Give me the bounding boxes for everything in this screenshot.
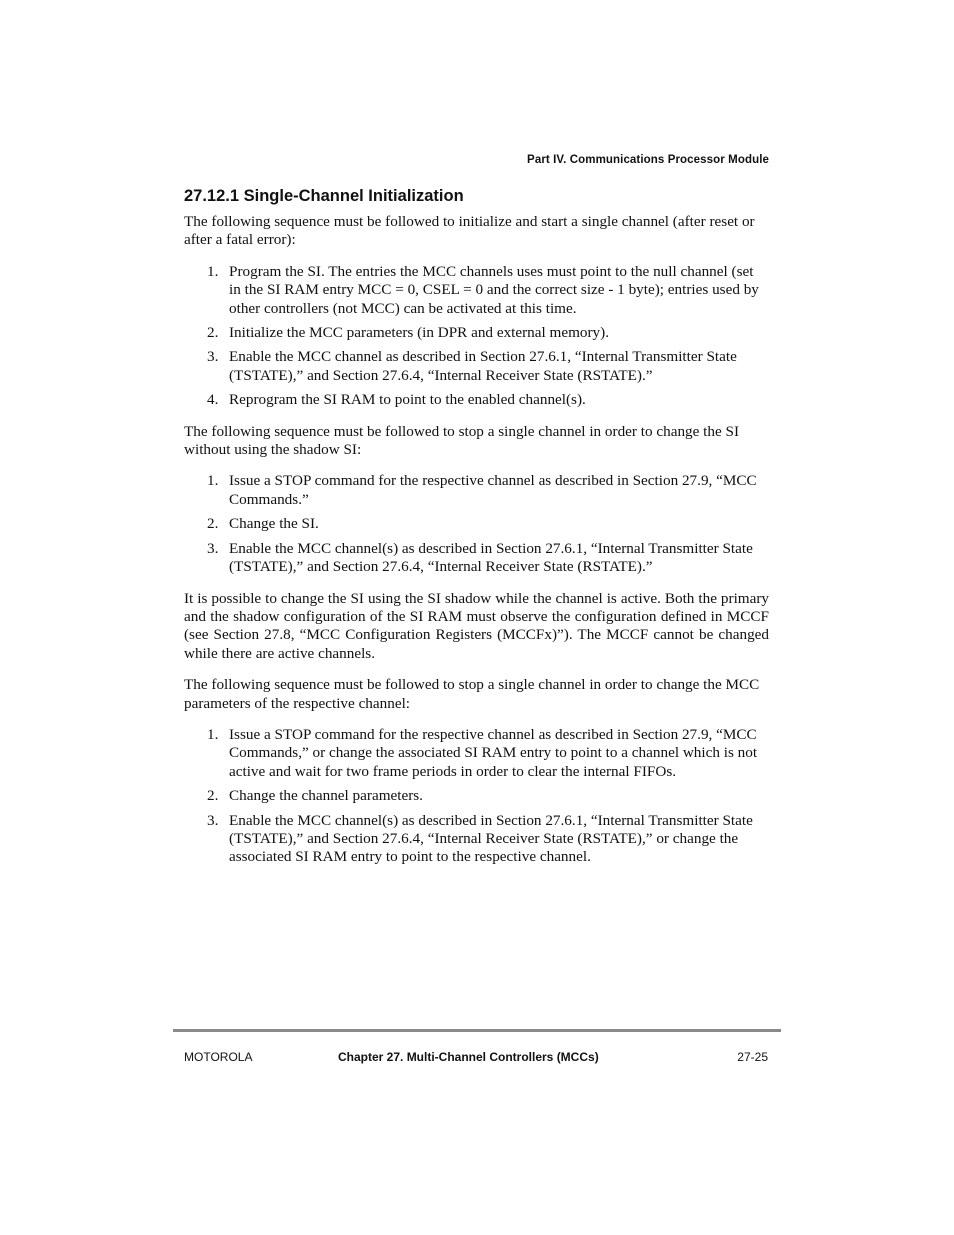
list-item-text: Change the SI. [229,515,319,533]
page-body [184,186,769,880]
list-item-text: Change the channel parameters. [229,787,423,805]
list-item [184,324,769,342]
shadow-si-paragraph: It is possible to change the SI using the SI shadow while the channel is active. Both the primary and the shadow configuration of the SI RAM must observe the configuration defined in MCCF (see Section 27.8, “MCC Configuration Registers (MCCFx)”). The MCCF cannot be changed while there are active channels. [184,589,769,662]
footer-publisher: MOTOROLA [184,1050,253,1064]
list-item-text: Enable the MCC channel(s) as described in Section 27.6.1, “Internal Transmitter State (TSTATE),” and Section 27.6.4, “Internal Receiver State (RSTATE),” or change the associated SI RAM entry to point to the respective channel. [229,811,753,866]
list-number: 3. [207,539,219,557]
intro-paragraph-stop-si: The following sequence must be followed to stop a single channel in order to change the SI without using the shadow SI: [184,422,740,459]
list-item-text: Issue a STOP command for the respective channel as described in Section 27.9, “MCC Commands.” [229,472,757,508]
list-number: 2. [207,324,219,342]
list-item [184,515,769,533]
list-item [184,726,769,781]
list-item [184,348,769,385]
init-steps-list [184,263,769,410]
stop-params-steps-list [184,726,769,867]
stop-si-steps-list [184,472,769,576]
footer-chapter-title: Chapter 27. Multi-Channel Controllers (MCCs) [338,1050,599,1064]
footer-page-number: 27-25 [737,1050,768,1064]
list-number: 3. [207,348,219,366]
list-item [184,812,769,867]
list-item-text: Reprogram the SI RAM to point to the enabled channel(s). [229,391,586,409]
list-item-text: Issue a STOP command for the respective channel as described in Section 27.9, “MCC Commands,” or change the associated SI RAM entry to point to a channel which is not active and wait for two frame periods in order to clear the internal FIFOs. [229,725,758,780]
list-number: 1. [207,472,219,490]
list-item [184,391,769,409]
list-number: 4. [207,391,219,409]
list-number: 3. [207,811,219,829]
list-item [184,472,769,509]
list-number: 1. [207,262,219,280]
list-item-text: Enable the MCC channel(s) as described in Section 27.6.1, “Internal Transmitter State (TSTATE),” and Section 27.6.4, “Internal Receiver State (RSTATE).” [229,539,753,576]
list-number: 1. [207,725,219,743]
list-item-text: Enable the MCC channel as described in Section 27.6.1, “Internal Transmitter State (TSTATE),” and Section 27.6.4, “Internal Receiver State (RSTATE).” [229,348,737,384]
footer-divider [173,1029,781,1032]
list-item [184,787,769,805]
list-item-text: Program the SI. The entries the MCC channels uses must point to the null channel (set in the SI RAM entry MCC = 0, CSEL = 0 and the correct size - 1 byte); entries used by other controllers (not MCC) can be activated at this time. [229,262,759,317]
list-item [184,263,769,318]
list-item [184,540,769,577]
list-item-text: Initialize the MCC parameters (in DPR and external memory). [229,324,609,342]
intro-paragraph-init: The following sequence must be followed to initialize and start a single channel (after reset or after a fatal error): [184,213,755,249]
section-title: 27.12.1 Single-Channel Initialization [184,187,464,205]
intro-paragraph-stop-params: The following sequence must be followed to stop a single channel in order to change the MCC parameters of the respective channel: [184,676,760,712]
list-number: 2. [207,787,219,805]
running-head: Part IV. Communications Processor Module [527,154,769,166]
list-number: 2. [207,515,219,533]
